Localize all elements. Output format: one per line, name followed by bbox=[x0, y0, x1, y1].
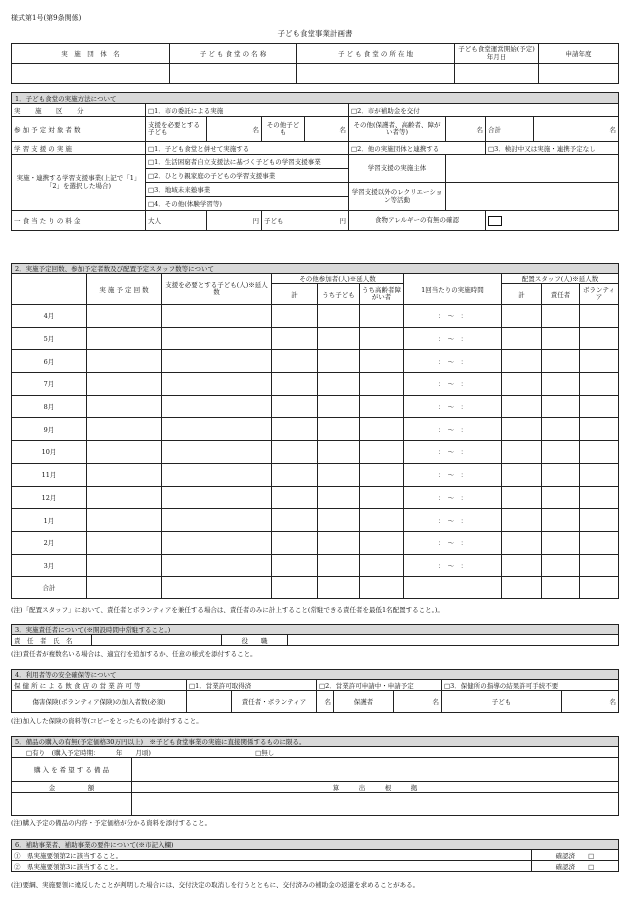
document-title: 子ども食堂事業計画書 bbox=[277, 29, 353, 38]
month-row bbox=[12, 486, 619, 509]
month-cell[interactable] bbox=[542, 463, 580, 486]
sum-cell[interactable] bbox=[580, 577, 619, 599]
month-cell[interactable] bbox=[272, 327, 318, 350]
sum-cell[interactable] bbox=[162, 577, 272, 599]
amount-header: 金 額 bbox=[12, 782, 132, 793]
other-child-label: その他子ども bbox=[262, 117, 305, 142]
time-range-field[interactable]: ： ～ ： bbox=[404, 373, 502, 396]
month-cell[interactable] bbox=[580, 350, 619, 373]
basis-header: 算 出 根 拠 bbox=[132, 782, 619, 793]
time-range-field[interactable]: ： ～ ： bbox=[404, 509, 502, 532]
staff-vol-header: ボランティア bbox=[580, 284, 619, 305]
month-cell[interactable] bbox=[318, 350, 360, 373]
month-header-blank bbox=[12, 274, 87, 305]
time-range-field[interactable]: ： ～ ： bbox=[404, 350, 502, 373]
time-range-field[interactable]: ： ～ ： bbox=[404, 554, 502, 577]
section-6 bbox=[11, 839, 618, 872]
month-cell[interactable] bbox=[502, 463, 542, 486]
basis-field[interactable] bbox=[132, 793, 619, 816]
others-header: その他参加者(人)※延人数 bbox=[272, 274, 404, 284]
month-label: 8月 bbox=[12, 395, 87, 418]
month-cell[interactable] bbox=[502, 441, 542, 464]
child-fee-field[interactable]: 円 bbox=[305, 211, 349, 231]
month-cell[interactable] bbox=[318, 373, 360, 396]
month-cell[interactable] bbox=[360, 418, 404, 441]
fiscal-year-header: 申請年度 bbox=[539, 44, 619, 64]
child-fee-label: 子ども bbox=[262, 211, 305, 231]
month-label: 5月 bbox=[12, 327, 87, 350]
month-cell[interactable] bbox=[272, 373, 318, 396]
amount-field[interactable] bbox=[12, 793, 132, 816]
month-cell[interactable] bbox=[502, 395, 542, 418]
month-label: 1月 bbox=[12, 509, 87, 532]
month-cell[interactable] bbox=[542, 531, 580, 554]
impl-option-1[interactable]: □1．市の委託による実施 bbox=[146, 104, 349, 117]
section-3-heading: 3．実施責任者について(※開設時間中常駐すること。) bbox=[12, 625, 619, 635]
month-label: 11月 bbox=[12, 463, 87, 486]
others-child-header: うち子ども bbox=[318, 284, 360, 305]
month-cell[interactable] bbox=[162, 531, 272, 554]
month-cell[interactable] bbox=[580, 554, 619, 577]
cafeteria-name-field[interactable] bbox=[170, 64, 297, 84]
month-cell[interactable] bbox=[502, 350, 542, 373]
sum-cell[interactable] bbox=[502, 577, 542, 599]
start-date-field[interactable] bbox=[455, 64, 539, 84]
adult-fee-label: 大人 bbox=[146, 211, 207, 231]
responsible-name-field[interactable] bbox=[92, 635, 222, 646]
month-cell[interactable] bbox=[162, 486, 272, 509]
study-option-2[interactable]: □2．他の実施団体と連携する bbox=[349, 142, 486, 155]
month-cell[interactable] bbox=[502, 554, 542, 577]
insurance-label: 傷害保険(ボランティア保険)の加入者数(必須) bbox=[12, 691, 187, 713]
month-row bbox=[12, 395, 619, 418]
month-cell[interactable] bbox=[162, 395, 272, 418]
month-cell[interactable] bbox=[162, 327, 272, 350]
section-2 bbox=[11, 263, 618, 599]
requirement-1: ① 県実施要領第2に該当すること。 bbox=[12, 850, 532, 861]
month-cell[interactable] bbox=[580, 486, 619, 509]
month-cell[interactable] bbox=[87, 509, 162, 532]
month-cell[interactable] bbox=[318, 463, 360, 486]
month-label: 4月 bbox=[12, 305, 87, 328]
month-cell[interactable] bbox=[318, 395, 360, 418]
meal-fee-label: 一 食 当 た り の 料 金 bbox=[12, 211, 146, 231]
month-cell[interactable] bbox=[542, 441, 580, 464]
position-field[interactable] bbox=[288, 635, 619, 646]
collab-item-4[interactable]: □4．その他(体験学習等) bbox=[146, 197, 349, 211]
month-cell[interactable] bbox=[542, 509, 580, 532]
month-cell[interactable] bbox=[87, 554, 162, 577]
month-label: 9月 bbox=[12, 418, 87, 441]
permit-option-3[interactable]: □3．保健所の指導の結果許可手続不要 bbox=[442, 680, 619, 691]
month-cell[interactable] bbox=[272, 418, 318, 441]
staff-resp-header: 責任者 bbox=[542, 284, 580, 305]
month-cell[interactable] bbox=[162, 373, 272, 396]
month-cell[interactable] bbox=[542, 395, 580, 418]
other-activities-label: 学習支援以外のレクリエーション等活動 bbox=[349, 183, 446, 211]
section-1 bbox=[11, 92, 618, 231]
month-cell[interactable] bbox=[580, 327, 619, 350]
insurance-child-label: 子ども bbox=[442, 691, 562, 713]
permit-label: 保 健 所 に よ る 飲 食 店 の 営 業 許 可 等 bbox=[12, 680, 187, 691]
month-cell[interactable] bbox=[542, 373, 580, 396]
month-row bbox=[12, 441, 619, 464]
time-range-field[interactable]: ： ～ ： bbox=[404, 463, 502, 486]
month-cell[interactable] bbox=[162, 350, 272, 373]
month-cell[interactable] bbox=[502, 418, 542, 441]
month-cell[interactable] bbox=[318, 305, 360, 328]
month-cell[interactable] bbox=[272, 554, 318, 577]
collab-label: 実施・連携する学習支援事業(上記で「1」「2」を選択した場合) bbox=[12, 155, 146, 211]
month-cell[interactable] bbox=[162, 441, 272, 464]
month-label: 2月 bbox=[12, 531, 87, 554]
section-2-heading: 2．実施予定回数、参加予定者数及び配置予定スタッフ数等について bbox=[12, 264, 619, 274]
month-cell[interactable] bbox=[87, 395, 162, 418]
adult-fee-field[interactable]: 円 bbox=[207, 211, 262, 231]
month-cell[interactable] bbox=[87, 418, 162, 441]
section-5-heading: 5．備品の購入の有無(予定価格30万円以上) ※子ども食堂事業の実施に直接関係するものに限る。 bbox=[12, 737, 619, 747]
section-2-note: (注)「配置スタッフ」において、責任者とボランティアを兼任する場合は、責任者のみに計上すること(常駐できる責任者を最低1名配置すること。)。 bbox=[11, 606, 444, 614]
permit-option-1[interactable]: □1．営業許可取得済 bbox=[187, 680, 317, 691]
month-cell[interactable] bbox=[318, 418, 360, 441]
equipment-field[interactable] bbox=[132, 758, 619, 782]
equipment-label: 購 入 を 希 望 す る 備 品 bbox=[12, 758, 132, 782]
section-6-note: (注)要綱、実施要領に違反したことが判明した場合には、交付決定の取消しを行うとともに、交付済みの補助金の返還を求めることがある。 bbox=[11, 881, 420, 889]
month-cell[interactable] bbox=[87, 350, 162, 373]
sum-cell[interactable] bbox=[318, 577, 360, 599]
month-row bbox=[12, 418, 619, 441]
requirement-1-confirm[interactable]: 確認済 □ bbox=[532, 850, 619, 861]
times-header: 実 施 予 定 回 数 bbox=[87, 274, 162, 305]
month-cell[interactable] bbox=[272, 463, 318, 486]
month-row bbox=[12, 509, 619, 532]
collab-item-2[interactable]: □2．ひとり親家庭の子どもの学習支援事業 bbox=[146, 169, 349, 183]
month-cell[interactable] bbox=[360, 395, 404, 418]
month-cell[interactable] bbox=[502, 531, 542, 554]
study-option-3[interactable]: □3．検討中又は実施・連携予定なし bbox=[486, 142, 619, 155]
time-range-field[interactable]: ： ～ ： bbox=[404, 531, 502, 554]
month-cell[interactable] bbox=[162, 463, 272, 486]
sum-cell[interactable] bbox=[542, 577, 580, 599]
month-cell[interactable] bbox=[502, 486, 542, 509]
target-count-label: 参 加 予 定 対 象 者 数 bbox=[12, 117, 146, 142]
month-cell[interactable] bbox=[272, 350, 318, 373]
month-cell[interactable] bbox=[318, 486, 360, 509]
insurance-staff-label: 責任者・ボランティア bbox=[232, 691, 317, 713]
needs-support-label: 支援を必要とする子ども bbox=[146, 117, 207, 142]
month-label: 10月 bbox=[12, 441, 87, 464]
month-cell[interactable] bbox=[580, 395, 619, 418]
month-cell[interactable] bbox=[318, 441, 360, 464]
month-cell[interactable] bbox=[580, 463, 619, 486]
month-cell[interactable] bbox=[162, 509, 272, 532]
month-cell[interactable] bbox=[502, 327, 542, 350]
month-cell[interactable] bbox=[580, 509, 619, 532]
insurance-child-unit: 名 bbox=[562, 691, 619, 713]
requirement-2: ② 県実施要領第3に該当すること。 bbox=[12, 861, 532, 872]
total-count[interactable]: 名 bbox=[534, 117, 619, 142]
sum-cell[interactable] bbox=[404, 577, 502, 599]
location-field[interactable] bbox=[297, 64, 455, 84]
header-table bbox=[11, 43, 618, 84]
time-range-field[interactable]: ： ～ ： bbox=[404, 395, 502, 418]
month-cell[interactable] bbox=[542, 350, 580, 373]
month-cell[interactable] bbox=[87, 486, 162, 509]
section-3-note: (注)責任者が複数名いる場合は、適宜行を追加するか、任意の様式を添付すること。 bbox=[11, 650, 257, 658]
month-cell[interactable] bbox=[580, 418, 619, 441]
month-cell[interactable] bbox=[272, 509, 318, 532]
month-cell[interactable] bbox=[272, 531, 318, 554]
allergy-check-cell bbox=[486, 211, 619, 231]
month-cell[interactable] bbox=[272, 486, 318, 509]
month-cell[interactable] bbox=[318, 554, 360, 577]
section-6-heading: 6．補助事業者、補助事業の要件について(※市記入欄) bbox=[12, 840, 619, 850]
month-cell[interactable] bbox=[360, 554, 404, 577]
month-cell[interactable] bbox=[87, 531, 162, 554]
month-cell[interactable] bbox=[162, 554, 272, 577]
study-option-1[interactable]: □1．子ども食堂と併せて実施する bbox=[146, 142, 349, 155]
month-row bbox=[12, 350, 619, 373]
month-cell[interactable] bbox=[580, 305, 619, 328]
insurance-blank bbox=[187, 691, 232, 713]
month-cell[interactable] bbox=[502, 305, 542, 328]
org-name-field[interactable] bbox=[12, 64, 170, 84]
month-cell[interactable] bbox=[87, 327, 162, 350]
total-label: 合計 bbox=[486, 117, 534, 142]
fiscal-year-field[interactable] bbox=[539, 64, 619, 84]
month-cell[interactable] bbox=[502, 373, 542, 396]
month-cell[interactable] bbox=[360, 305, 404, 328]
sum-label: 合計 bbox=[12, 577, 87, 599]
staff-total-header: 計 bbox=[502, 284, 542, 305]
purchase-yes-option[interactable]: □有り (購入予定時期： 年 月頃) bbox=[26, 748, 151, 757]
month-row bbox=[12, 373, 619, 396]
study-support-label: 学 習 支 援 の 実 施 bbox=[12, 142, 146, 155]
start-date-header: 子ども食堂運営開始(予定)年月日 bbox=[455, 44, 539, 64]
time-range-field[interactable]: ： ～ ： bbox=[404, 441, 502, 464]
month-cell[interactable] bbox=[360, 531, 404, 554]
purchase-no-option[interactable]: □無し bbox=[255, 748, 275, 757]
insurance-guardian-label: 保護者 bbox=[334, 691, 394, 713]
other-people-label: その他(保護者、高齢者、障がい者等) bbox=[349, 117, 446, 142]
cafeteria-name-header: 子 ど も 食 堂 の 名 称 bbox=[170, 44, 297, 64]
month-cell[interactable] bbox=[502, 509, 542, 532]
impl-option-2[interactable]: □2．市が補助金を交付 bbox=[349, 104, 619, 117]
collab-item-1[interactable]: □1．生活困窮者自立支援法に基づく子どもの学習支援事業 bbox=[146, 155, 349, 169]
section-5-note: (注)購入予定の備品の内容・予定価格が分かる資料を添付すること。 bbox=[11, 819, 212, 827]
purchase-row bbox=[12, 747, 619, 758]
month-cell[interactable] bbox=[360, 373, 404, 396]
section-4-note: (注)加入した保険の資料等(コピーをとったもの)を添付すること。 bbox=[11, 717, 203, 725]
form-id: 様式第1号(第9条関係) bbox=[11, 14, 82, 22]
month-cell[interactable] bbox=[580, 531, 619, 554]
month-label: 12月 bbox=[12, 486, 87, 509]
month-row bbox=[12, 305, 619, 328]
sum-cell[interactable] bbox=[87, 577, 162, 599]
time-header: 1回当たりの実施時間 bbox=[404, 274, 502, 305]
month-cell[interactable] bbox=[580, 441, 619, 464]
position-label: 役 職 bbox=[222, 635, 288, 646]
sum-cell[interactable] bbox=[360, 577, 404, 599]
allergy-checkbox[interactable] bbox=[488, 216, 502, 226]
other-child-count[interactable]: 名 bbox=[305, 117, 349, 142]
month-row bbox=[12, 327, 619, 350]
section-4 bbox=[11, 669, 618, 713]
month-cell[interactable] bbox=[87, 441, 162, 464]
insurance-guardian-unit: 名 bbox=[394, 691, 442, 713]
month-cell[interactable] bbox=[272, 395, 318, 418]
section-3 bbox=[11, 624, 618, 646]
month-cell[interactable] bbox=[87, 305, 162, 328]
staff-header: 配置スタッフ(人)※延人数 bbox=[502, 274, 619, 284]
month-cell[interactable] bbox=[542, 486, 580, 509]
month-cell[interactable] bbox=[360, 486, 404, 509]
time-range-field[interactable]: ： ～ ： bbox=[404, 418, 502, 441]
month-cell[interactable] bbox=[87, 373, 162, 396]
month-row bbox=[12, 531, 619, 554]
study-body-field[interactable] bbox=[446, 155, 619, 183]
impl-category-label: 実 施 区 分 bbox=[12, 104, 146, 117]
time-range-field[interactable]: ： ～ ： bbox=[404, 327, 502, 350]
sum-cell[interactable] bbox=[272, 577, 318, 599]
month-cell[interactable] bbox=[360, 509, 404, 532]
month-cell[interactable] bbox=[360, 327, 404, 350]
insurance-staff-unit: 名 bbox=[317, 691, 334, 713]
others-elder-header: うち高齢者障がい者 bbox=[360, 284, 404, 305]
month-cell[interactable] bbox=[272, 305, 318, 328]
allergy-check-label: 食物アレルギーの有無の確認 bbox=[349, 211, 486, 231]
requirement-2-confirm[interactable]: 確認済 □ bbox=[532, 861, 619, 872]
month-cell[interactable] bbox=[542, 327, 580, 350]
responsible-name-label: 責 任 者 氏 名 bbox=[12, 635, 92, 646]
month-cell[interactable] bbox=[87, 463, 162, 486]
month-cell[interactable] bbox=[542, 305, 580, 328]
month-row bbox=[12, 554, 619, 577]
section-5 bbox=[11, 736, 618, 816]
month-cell[interactable] bbox=[318, 327, 360, 350]
month-label: 7月 bbox=[12, 373, 87, 396]
month-cell[interactable] bbox=[542, 418, 580, 441]
month-label: 6月 bbox=[12, 350, 87, 373]
other-activities-field[interactable] bbox=[446, 183, 619, 211]
month-label: 3月 bbox=[12, 554, 87, 577]
month-cell[interactable] bbox=[318, 509, 360, 532]
others-total-header: 計 bbox=[272, 284, 318, 305]
month-cell[interactable] bbox=[580, 373, 619, 396]
month-cell[interactable] bbox=[360, 441, 404, 464]
study-body-label: 学習支援の実施主体 bbox=[349, 155, 446, 183]
section-4-heading: 4．利用者等の安全確保等について bbox=[12, 670, 619, 680]
month-row bbox=[12, 463, 619, 486]
collab-item-3[interactable]: □3．地域未来塾事業 bbox=[146, 183, 349, 197]
other-people-count[interactable]: 名 bbox=[446, 117, 486, 142]
month-cell[interactable] bbox=[542, 554, 580, 577]
needs-support-header: 支援を必要とする子ども(人)※延人数 bbox=[162, 274, 272, 305]
month-cell[interactable] bbox=[272, 441, 318, 464]
month-cell[interactable] bbox=[318, 531, 360, 554]
month-cell[interactable] bbox=[360, 463, 404, 486]
section-1-heading: 1．子ども食堂の実施方法について bbox=[12, 93, 619, 104]
location-header: 子 ど も 食 堂 の 所 在 地 bbox=[297, 44, 455, 64]
needs-support-count[interactable]: 名 bbox=[207, 117, 262, 142]
permit-option-2[interactable]: □2．営業許可申請中・申請予定 bbox=[317, 680, 442, 691]
time-range-field[interactable]: ： ～ ： bbox=[404, 486, 502, 509]
month-cell[interactable] bbox=[162, 418, 272, 441]
time-range-field[interactable]: ： ～ ： bbox=[404, 305, 502, 328]
org-name-header: 実 施 団 体 名 bbox=[12, 44, 170, 64]
month-cell[interactable] bbox=[360, 350, 404, 373]
month-cell[interactable] bbox=[162, 305, 272, 328]
